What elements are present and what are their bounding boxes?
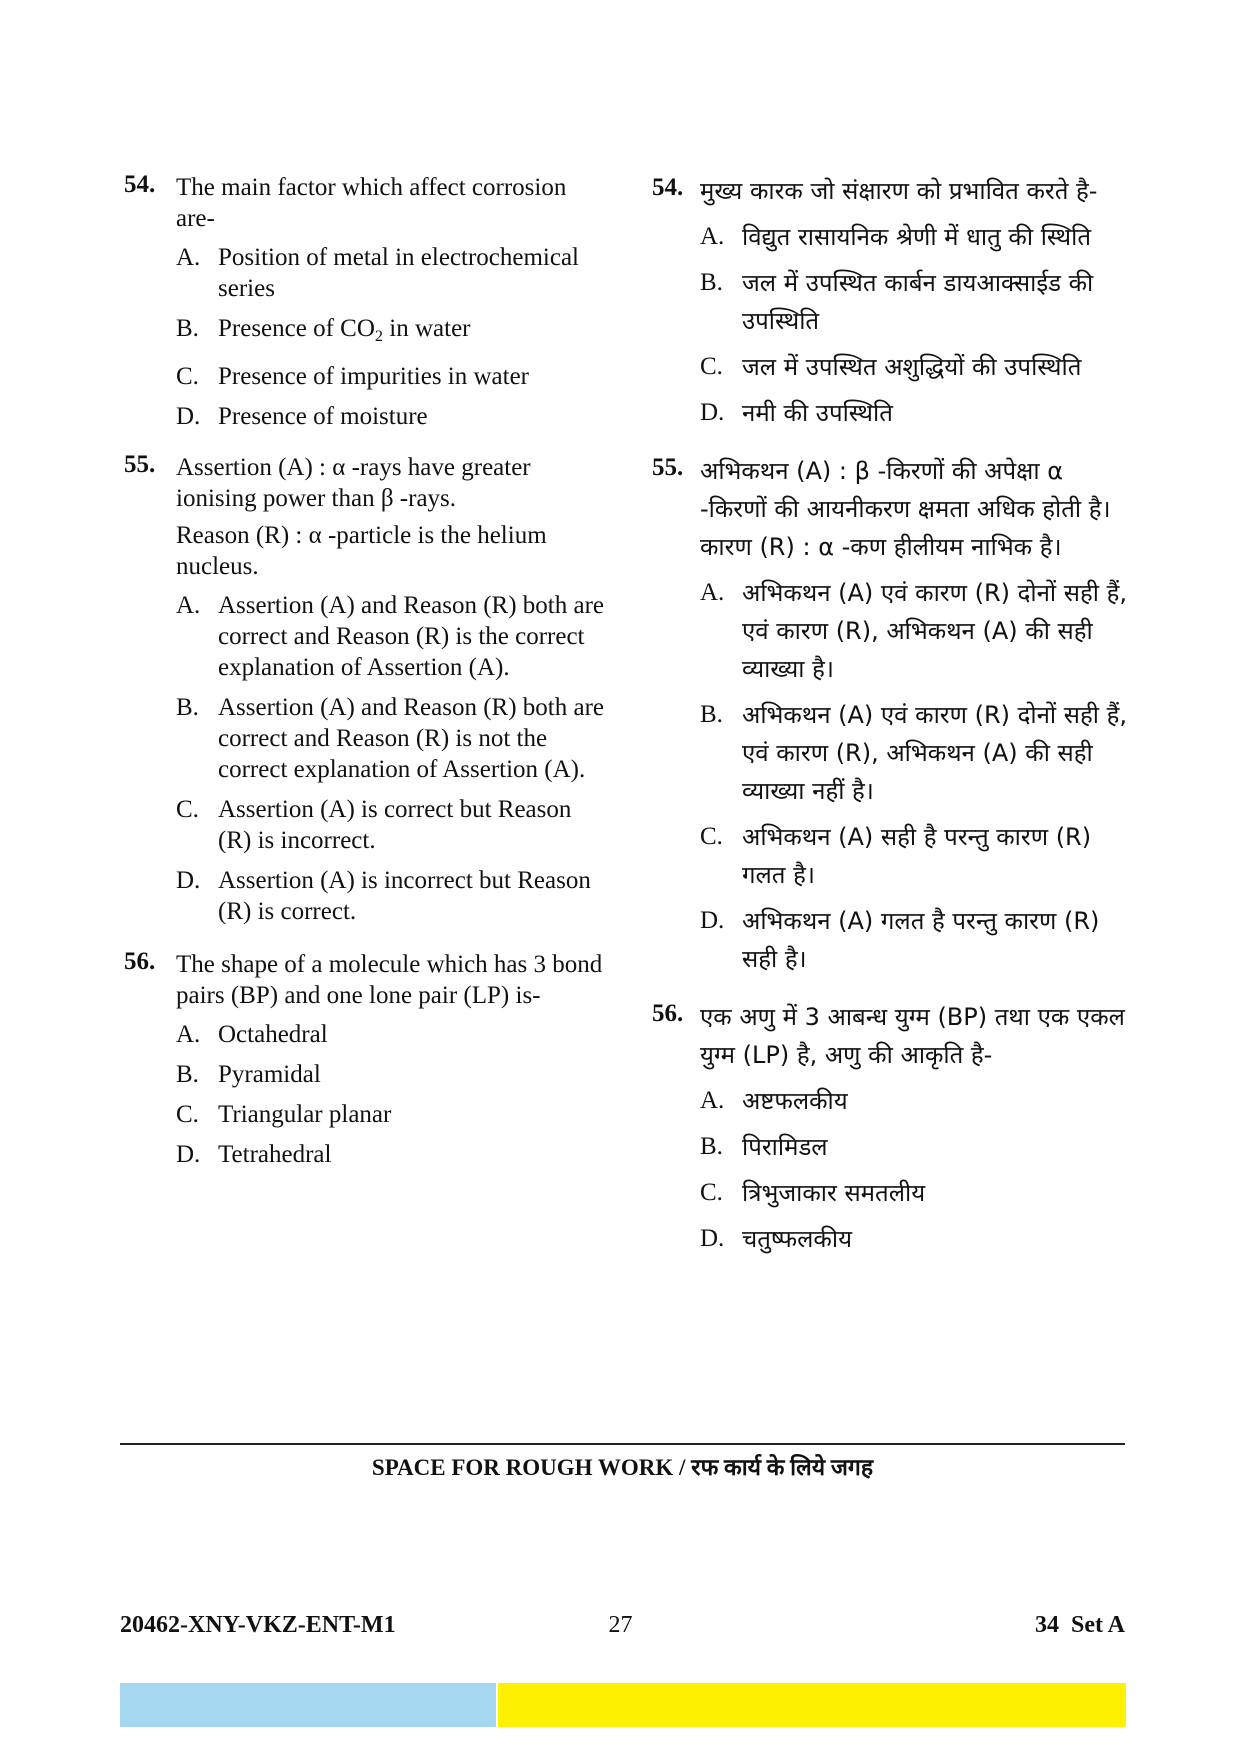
option-c <box>700 348 1132 386</box>
option-letter: A. <box>176 244 201 271</box>
option-d <box>700 902 1132 978</box>
option-d <box>700 1220 1132 1258</box>
option-letter: D. <box>700 1225 725 1252</box>
question-56-en <box>124 949 608 1170</box>
option-letter: B. <box>700 1133 723 1160</box>
question-text: The main factor which affect corrosion are- <box>176 174 567 232</box>
option-a <box>176 1019 608 1050</box>
option-letter: A. <box>700 223 725 250</box>
option-b <box>700 1128 1132 1166</box>
option-c <box>700 1174 1132 1212</box>
option-text: विद्युत रासायनिक श्रेणी में धातु की स्थिति <box>742 223 1092 251</box>
option-a <box>176 242 608 304</box>
options-list <box>176 590 608 927</box>
subscript: 2 <box>374 326 384 345</box>
option-text: Pyramidal <box>218 1060 321 1088</box>
paper-code: 20462-XNY-VKZ-ENT-M1 <box>120 1612 396 1638</box>
option-letter: D. <box>176 866 201 894</box>
question-text: मुख्य कारक जो संक्षारण को प्रभावित करते है- <box>700 177 1098 205</box>
color-band-right <box>498 1683 1126 1727</box>
option-text-after: in water <box>383 315 471 342</box>
option-letter: B. <box>176 693 199 721</box>
option-letter: D. <box>700 399 725 426</box>
option-c <box>176 794 608 856</box>
option-d <box>176 865 608 927</box>
option-letter: A. <box>176 591 201 619</box>
options-list <box>176 1019 608 1170</box>
option-text: अभिकथन (A) गलत है परन्तु कारण (R) सही है। <box>742 907 1100 973</box>
question-text: एक अणु में 3 आबन्ध युग्म (BP) तथा एक एकल युग्म (LP) है, अणु की आकृति है- <box>700 1003 1125 1069</box>
option-a <box>176 590 608 683</box>
reason-text: Reason (R) : α -particle is the helium nucleus. <box>176 521 547 580</box>
option-letter: B. <box>176 315 199 342</box>
option-letter: C. <box>176 795 199 823</box>
question-56-hi <box>652 998 1132 1258</box>
option-text: पिरामिडल <box>742 1133 828 1161</box>
option-c <box>176 1099 608 1130</box>
option-text: Octahedral <box>218 1020 328 1048</box>
option-letter: A. <box>176 1020 201 1048</box>
options-list <box>700 574 1132 978</box>
option-letter: B. <box>700 269 723 296</box>
set-name: Set A <box>1071 1612 1125 1638</box>
option-text: नमी की उपस्थिति <box>742 399 893 427</box>
option-text: अष्टफलकीय <box>742 1087 848 1115</box>
option-text: Assertion (A) is incorrect but Reason (R) is correct. <box>218 866 591 925</box>
option-letter: C. <box>176 362 199 390</box>
question-55-en <box>124 452 608 927</box>
option-letter: D. <box>700 907 725 934</box>
options-list <box>700 1082 1132 1258</box>
option-letter: C. <box>176 1100 199 1128</box>
question-text: अभिकथन (A) : β -किरणों की अपेक्षा α -किरणों की आयनीकरण क्षमता अधिक होती है। <box>700 457 1111 523</box>
option-text-before: Presence of CO <box>218 315 375 342</box>
option-letter: C. <box>700 353 723 380</box>
option-letter: C. <box>700 1179 723 1206</box>
option-letter: C. <box>700 823 723 850</box>
option-text: Presence of impurities in water <box>218 362 530 390</box>
question-number: 54. <box>652 174 684 201</box>
option-text: Assertion (A) and Reason (R) both are correct and Reason (R) is not the correct explanation of Assertion (A). <box>218 693 605 783</box>
reason-text: कारण (R) : α -कण हीलीयम नाभिक है। <box>700 533 1062 561</box>
option-text: त्रिभुजाकार समतलीय <box>742 1179 926 1207</box>
option-b <box>176 313 608 352</box>
option-c <box>176 361 608 392</box>
option-letter: A. <box>700 1087 725 1114</box>
hindi-column <box>652 172 1132 1266</box>
english-column <box>124 172 608 1179</box>
options-list <box>700 218 1132 432</box>
option-a <box>700 574 1132 688</box>
rough-work-divider <box>120 1443 1125 1445</box>
question-number: 56. <box>124 947 156 975</box>
set-label <box>1035 1612 1125 1639</box>
color-band-left <box>120 1683 496 1727</box>
question-number: 56. <box>652 1000 684 1027</box>
option-text: चतुष्फलकीय <box>742 1225 852 1253</box>
question-number: 55. <box>652 454 684 481</box>
option-text: अभिकथन (A) एवं कारण (R) दोनों सही हैं, एवं कारण (R), अभिकथन (A) की सही व्याख्या नहीं है। <box>742 701 1127 805</box>
option-d <box>700 394 1132 432</box>
option-letter: B. <box>700 701 723 728</box>
booklet-number: 34 <box>1035 1612 1059 1638</box>
question-text: Assertion (A) : α -rays have greater ionising power than β -rays. <box>176 453 531 512</box>
option-letter: B. <box>176 1060 199 1088</box>
option-text: Tetrahedral <box>218 1140 332 1168</box>
option-letter: D. <box>176 1140 201 1168</box>
option-text: अभिकथन (A) सही है परन्तु कारण (R) गलत है। <box>742 823 1092 889</box>
option-letter: D. <box>176 402 201 430</box>
option-d <box>176 1139 608 1170</box>
page-number: 27 <box>608 1612 633 1638</box>
option-text: अभिकथन (A) एवं कारण (R) दोनों सही हैं, एवं कारण (R), अभिकथन (A) की सही व्याख्या है। <box>742 579 1127 683</box>
question-54-en <box>124 172 608 432</box>
option-a <box>700 218 1132 256</box>
question-text: The shape of a molecule which has 3 bond pairs (BP) and one lone pair (LP) is- <box>176 950 603 1009</box>
option-a <box>700 1082 1132 1120</box>
option-text: Triangular planar <box>218 1100 392 1128</box>
question-number: 54. <box>124 171 156 198</box>
option-text: जल में उपस्थित कार्बन डायआक्साईड की उपस्थिति <box>742 269 1094 335</box>
question-number: 55. <box>124 450 156 478</box>
option-b <box>176 1059 608 1090</box>
option-text: Assertion (A) is correct but Reason (R) is incorrect. <box>218 795 572 854</box>
option-b <box>700 264 1132 340</box>
question-54-hi <box>652 172 1132 432</box>
option-b <box>176 692 608 785</box>
option-b <box>700 696 1132 810</box>
option-text: Position of metal in electrochemical series <box>218 244 579 302</box>
option-d <box>176 401 608 432</box>
rough-work-label: SPACE FOR ROUGH WORK / रफ कार्य के लिये जगह <box>371 1455 874 1480</box>
option-text: जल में उपस्थित अशुद्धियों की उपस्थिति <box>742 353 1082 381</box>
question-55-hi <box>652 452 1132 978</box>
option-letter: A. <box>700 579 725 606</box>
option-text: Assertion (A) and Reason (R) both are correct and Reason (R) is the correct explanation of Assertion (A). <box>218 591 605 681</box>
option-text: Presence of moisture <box>218 402 428 430</box>
options-list <box>176 242 608 432</box>
option-c <box>700 818 1132 894</box>
